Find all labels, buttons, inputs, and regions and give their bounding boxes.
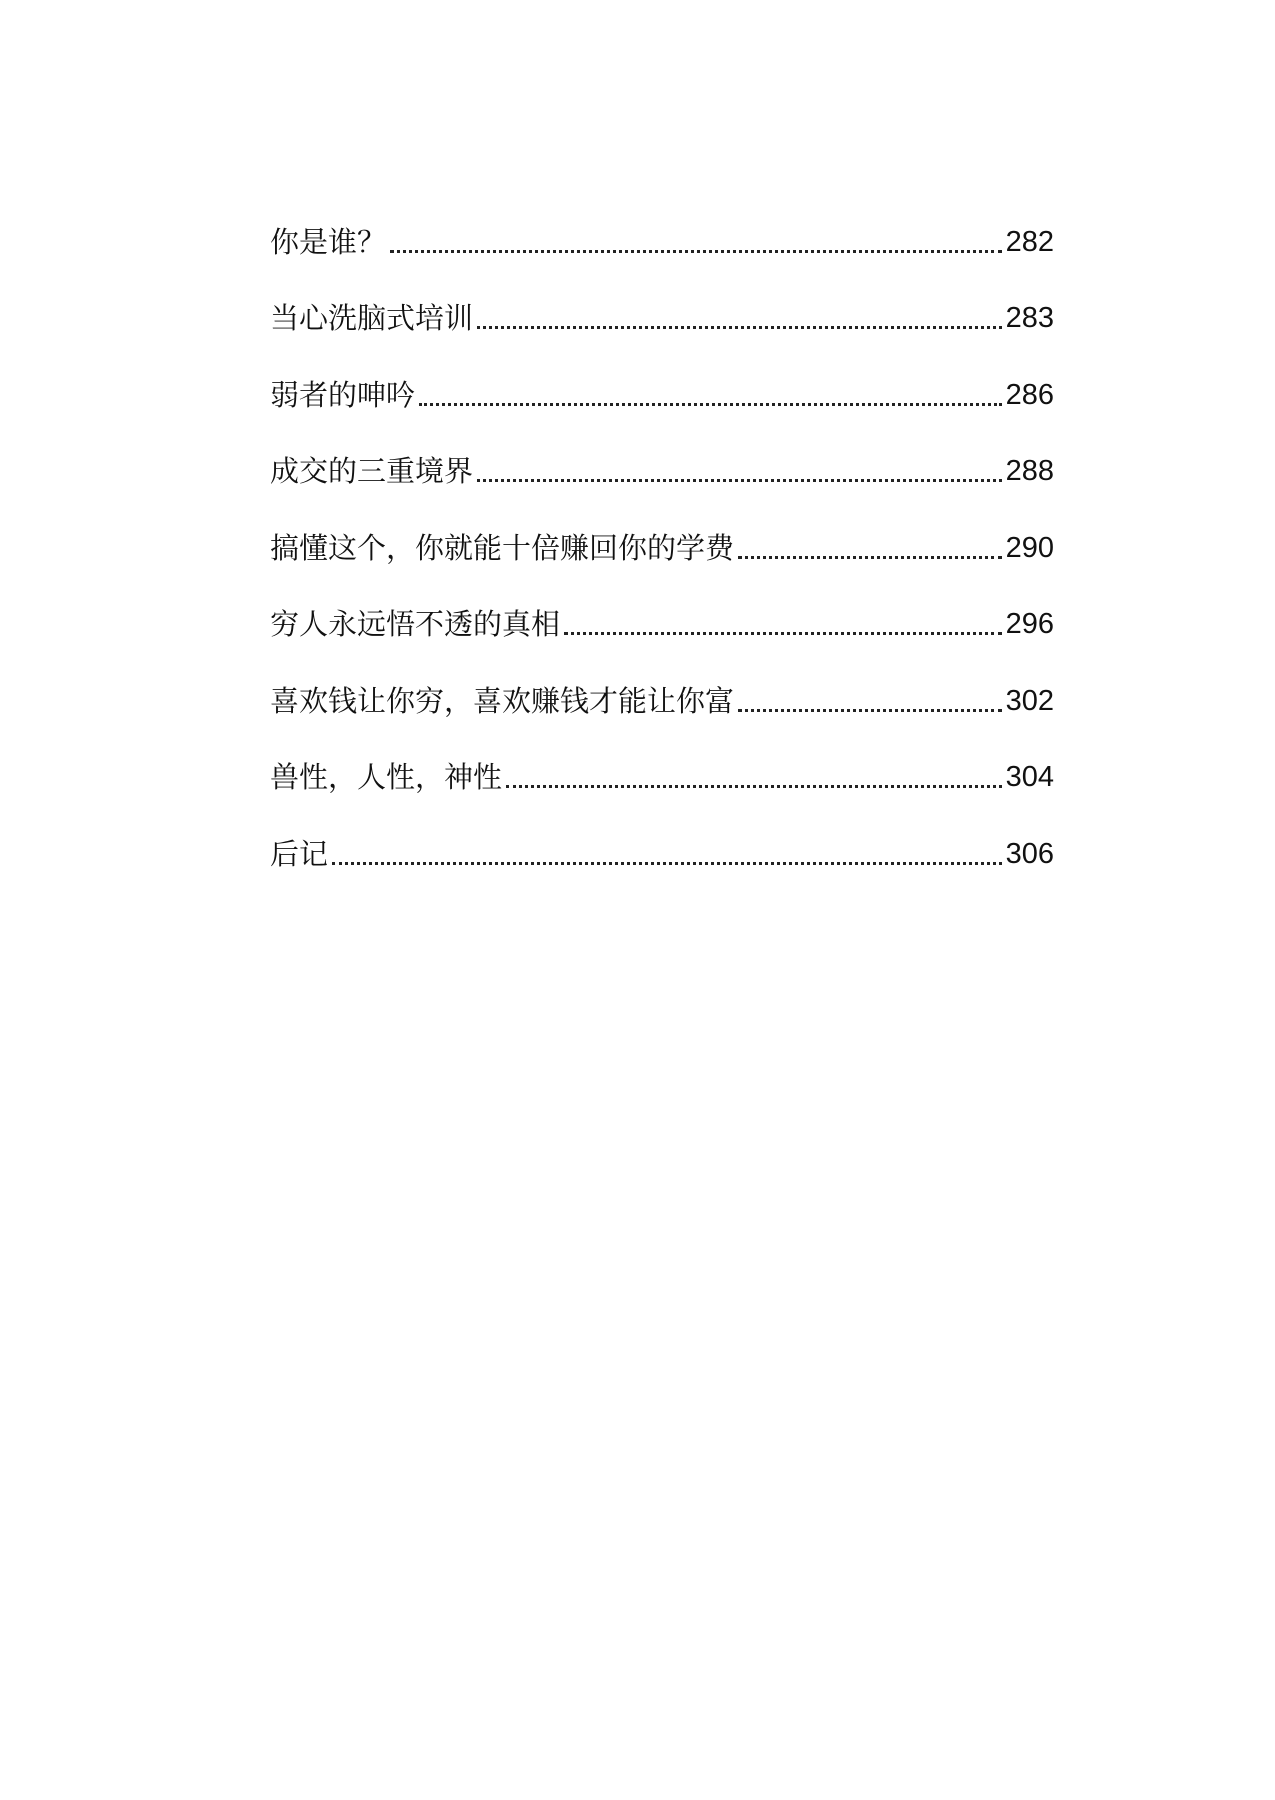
toc-entry <box>270 568 1054 645</box>
toc-entry <box>270 185 1054 262</box>
toc-entry-page-number: 306 <box>1005 837 1054 870</box>
toc-dot-leader <box>477 479 1002 482</box>
toc-dot-leader <box>738 709 1002 712</box>
toc-entry-page-number: 282 <box>1005 225 1054 258</box>
toc-entry-title: 弱者的呻吟 <box>270 377 416 412</box>
toc-dot-leader <box>390 250 1002 253</box>
toc-entry-page-number: 304 <box>1005 761 1054 793</box>
toc-entry-page-number: 283 <box>1005 302 1054 334</box>
toc-entry-page-number: 290 <box>1005 531 1054 564</box>
toc-entry-page-number: 302 <box>1005 684 1054 717</box>
toc-entry-title: 兽性，人性，神性 <box>270 760 503 794</box>
toc-entry-title: 成交的三重境界 <box>270 454 474 488</box>
toc-entry <box>270 491 1054 568</box>
toc-entry <box>270 338 1054 415</box>
toc-dot-leader <box>506 785 1002 788</box>
toc-entry-title: 穷人永远悟不透的真相 <box>270 607 561 641</box>
toc-dot-leader <box>419 403 1002 406</box>
toc-dot-leader <box>564 632 1002 635</box>
toc-entry-title: 后记 <box>270 836 329 871</box>
toc-entry-title: 喜欢钱让你穷，喜欢赚钱才能让你富 <box>270 683 735 718</box>
toc-entry <box>270 797 1054 874</box>
toc-entry-page-number: 286 <box>1005 378 1054 411</box>
toc-entry <box>270 644 1054 721</box>
toc-entry-title: 当心洗脑式培训 <box>270 301 474 335</box>
toc-entry-page-number: 296 <box>1005 608 1054 640</box>
toc-dot-leader <box>738 556 1002 559</box>
toc-entry <box>270 415 1054 492</box>
toc-entry-title: 搞懂这个，你就能十倍赚回你的学费 <box>270 530 735 565</box>
table-of-contents <box>270 185 1054 874</box>
toc-dot-leader <box>477 326 1002 329</box>
toc-entry <box>270 721 1054 798</box>
toc-entry <box>270 262 1054 339</box>
toc-entry-title: 你是谁？ <box>270 224 387 259</box>
toc-dot-leader <box>332 862 1002 865</box>
toc-entry-page-number: 288 <box>1005 455 1054 487</box>
